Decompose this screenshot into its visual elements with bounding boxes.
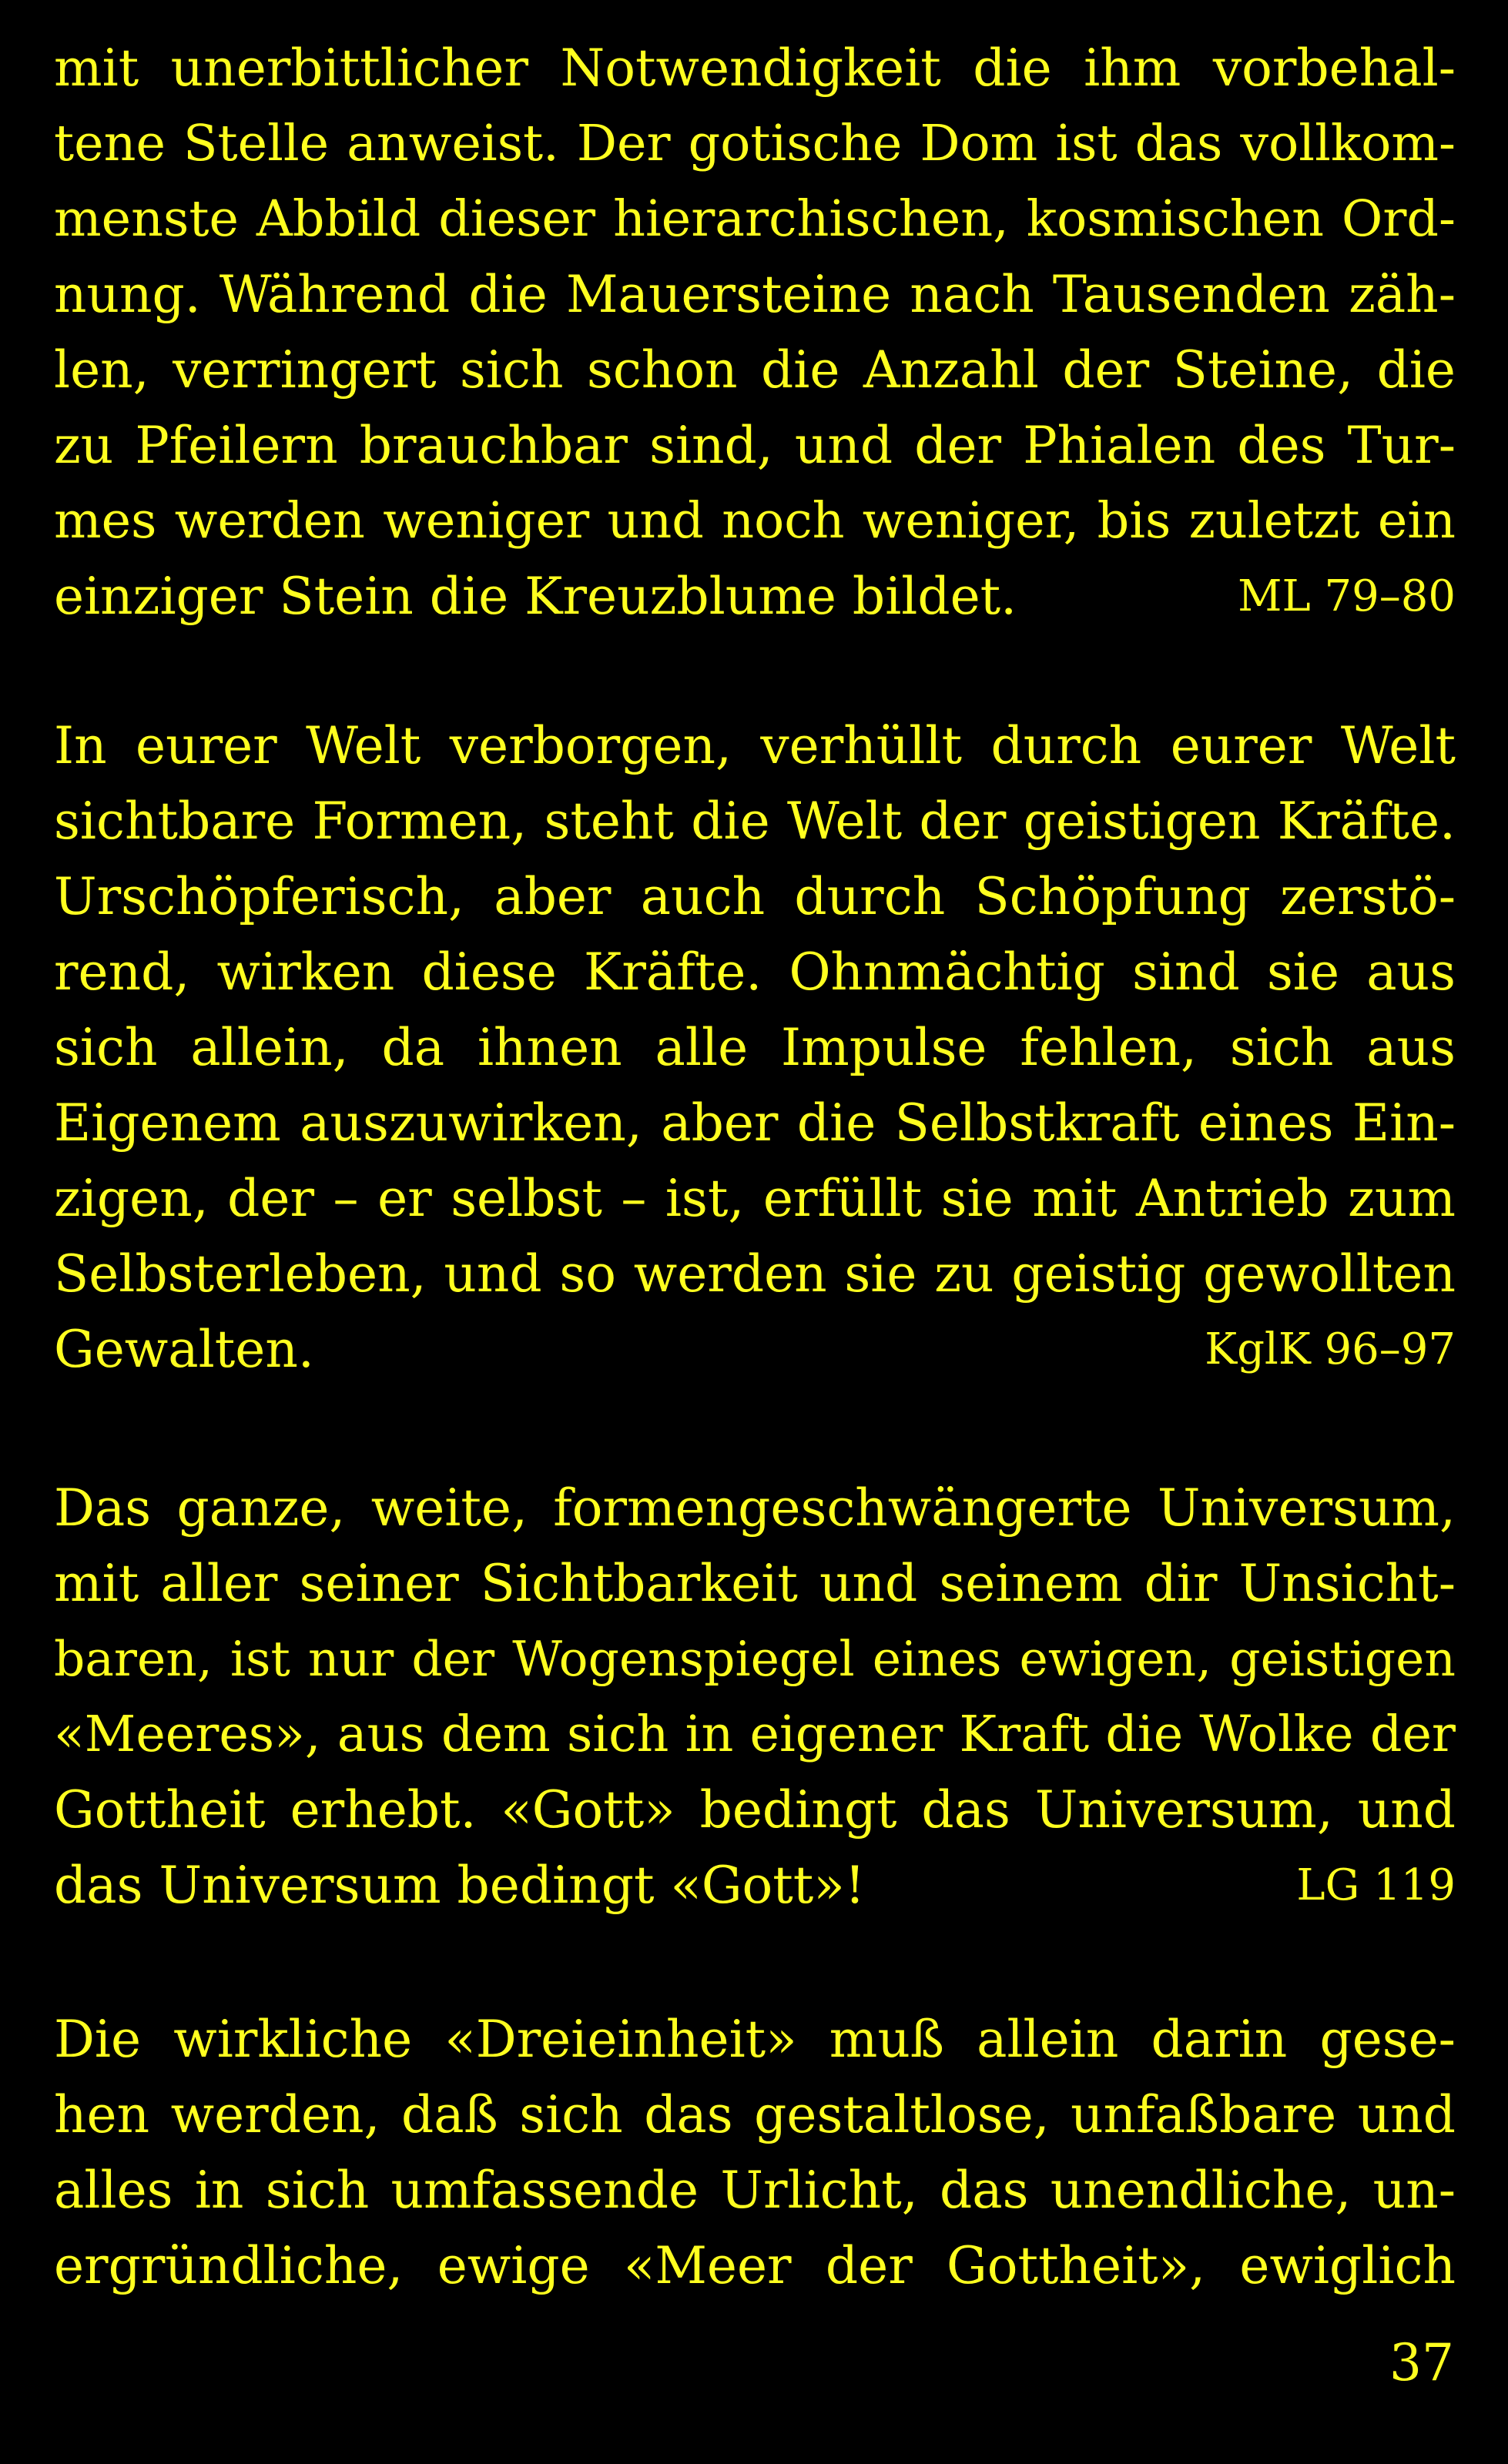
text-line: Die wirkliche «Dreieinheit» muß allein darin gese-	[54, 2010, 1456, 2069]
text-line-end: Gewalten.	[54, 1320, 314, 1379]
text-line: sichtbare Formen, steht die Welt der geistigen Kräfte.	[54, 792, 1456, 851]
page-number: 37	[1389, 2333, 1454, 2392]
source-reference: LG 119	[1296, 1860, 1456, 1910]
text-line: Eigenem auszuwirken, aber die Selbstkraft eines Ein-	[54, 1093, 1456, 1153]
text-line: hen werden, daß sich das gestaltlose, unfaßbare und	[54, 2085, 1456, 2144]
text-line: zigen, der – er selbst – ist, erfüllt sie mit Antrieb zum	[54, 1169, 1456, 1228]
text-line: nung. Während die Mauersteine nach Tausenden zäh-	[54, 265, 1456, 324]
text-line: menste Abbild dieser hierarchischen, kosmischen Ord-	[54, 190, 1456, 248]
paragraph-1	[54, 31, 1456, 634]
paragraph-2	[54, 708, 1456, 1388]
text-line: baren, ist nur der Wogenspiegel eines ewigen, geistigen	[54, 1631, 1456, 1687]
text-line: tene Stelle anweist. Der gotische Dom ist das vollkom-	[54, 115, 1456, 172]
text-line: alles in sich umfassende Urlicht, das unendliche, un-	[54, 2161, 1456, 2220]
text-line: len, verringert sich schon die Anzahl der Steine, die	[54, 340, 1456, 400]
text-line: mit aller seiner Sichtbarkeit und seinem dir Unsicht-	[54, 1554, 1456, 1613]
source-reference: KglK 96–97	[1205, 1324, 1456, 1374]
text-line-end: das Universum bedingt «Gott»!	[54, 1856, 866, 1915]
final-text-line	[54, 1848, 1456, 1923]
paragraph-3	[54, 1471, 1456, 1923]
text-line: In eurer Welt verborgen, verhüllt durch eurer Welt	[54, 716, 1456, 775]
final-text-line	[54, 1312, 1456, 1388]
text-line: sich allein, da ihnen alle Impulse fehlen, sich aus	[54, 1018, 1456, 1077]
text-line: Urschöpferisch, aber auch durch Schöpfung zerstö-	[54, 867, 1456, 926]
text-line: zu Pfeilern brauchbar sind, und der Phialen des Tur-	[54, 416, 1456, 475]
text-line: Das ganze, weite, formengeschwängerte Universum,	[54, 1478, 1456, 1538]
source-reference: ML 79–80	[1238, 571, 1456, 621]
text-line: mes werden weniger und noch weniger, bis zuletzt ein	[54, 492, 1456, 550]
final-text-line	[54, 559, 1456, 634]
text-line: mit unerbittlicher Notwendigkeit die ihm vorbehal-	[54, 38, 1456, 98]
text-line-end: einziger Stein die Kreuzblume bildet.	[54, 567, 1017, 626]
text-line: Gottheit erhebt. «Gott» bedingt das Universum, und	[54, 1780, 1456, 1840]
paragraph-4	[54, 2002, 1456, 2304]
text-line: rend, wirken diese Kräfte. Ohnmächtig sind sie aus	[54, 942, 1456, 1002]
text-line: «Meeres», aus dem sich in eigener Kraft die Wolke der	[54, 1706, 1456, 1763]
text-line: Selbsterleben, und so werden sie zu geistig gewollten	[54, 1244, 1456, 1304]
text-line: ergründliche, ewige «Meer der Gottheit», ewiglich	[54, 2236, 1456, 2295]
